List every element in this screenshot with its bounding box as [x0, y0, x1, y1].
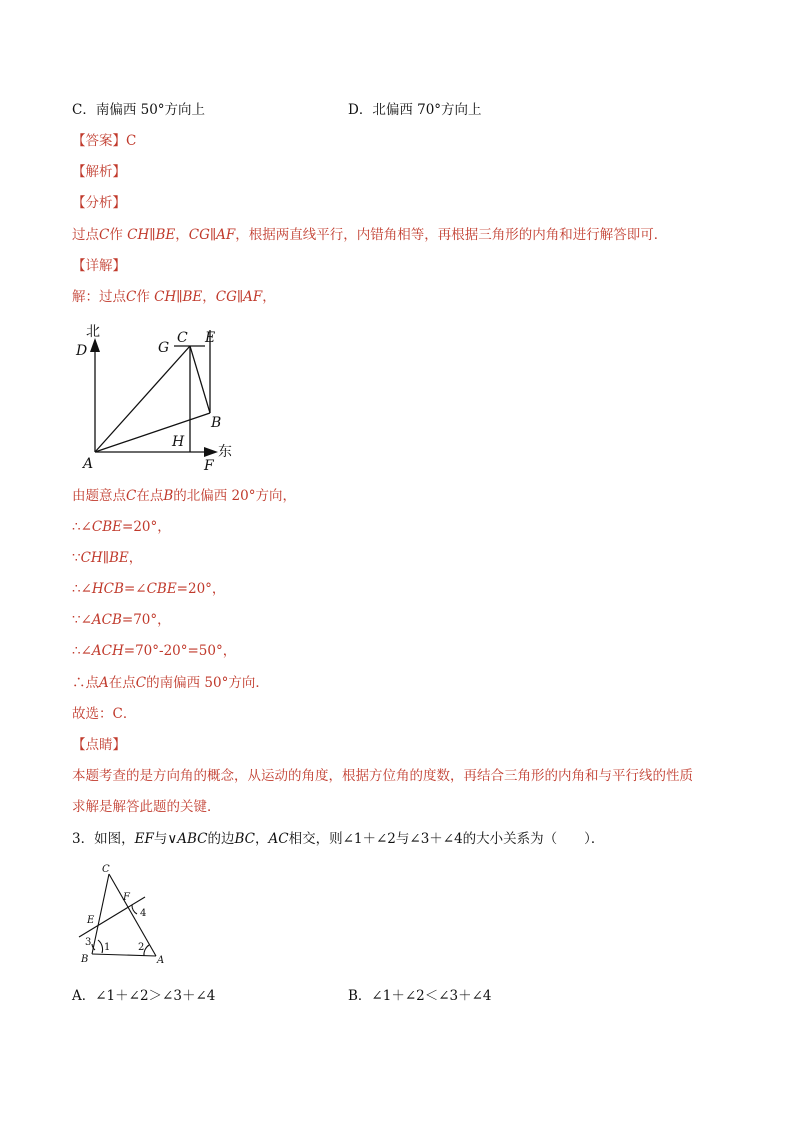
option-d: D．北偏西 70°方向上	[348, 102, 482, 118]
point-label: C	[135, 675, 147, 691]
label-c: C	[177, 330, 188, 346]
triangle-label: ∨ABC	[167, 831, 208, 847]
parallel-symbol: ∥	[209, 227, 217, 243]
segment-label: AF	[216, 227, 236, 243]
text-span: 在点	[136, 488, 164, 504]
text-span: 相交，则∠1＋∠2与∠3＋∠4的大小关系为（ ）．	[288, 831, 605, 847]
parallel-symbol: ∥	[102, 550, 109, 566]
text-span: ∴∠	[72, 519, 92, 535]
angle-label: CBE	[146, 581, 177, 597]
segment-label: BE	[155, 227, 176, 243]
text-span: 与	[153, 831, 168, 847]
angle-arc-2	[144, 945, 149, 956]
text-span: =∠	[123, 581, 147, 597]
segment-label: CG	[215, 289, 237, 305]
segment-label: BE	[182, 289, 203, 305]
side-ba	[92, 954, 156, 956]
text-span: ，	[175, 227, 189, 243]
angle-arc-1	[98, 940, 103, 953]
text-span: 在点	[108, 675, 136, 691]
label-e: E	[205, 330, 216, 346]
comment-line-2: 求解是解答此题的关键．	[72, 799, 221, 815]
text-span: ∴∠	[72, 643, 92, 659]
parallel-symbol: ∥	[149, 227, 156, 243]
label-f2: F	[123, 892, 130, 903]
point-label: A	[99, 675, 109, 691]
detail-tag: 【详解】	[72, 258, 126, 274]
parallel-symbol: ∥	[236, 289, 244, 305]
text-span: 解：过点	[72, 289, 126, 305]
choice-line: 故选：C．	[72, 706, 137, 722]
text-span: 由题意点	[72, 488, 126, 504]
text-span: ∵	[72, 550, 81, 566]
point-label: B	[163, 488, 174, 504]
label-3: 3	[85, 937, 92, 948]
answer-tag: 【答案】	[72, 133, 126, 149]
analysis-tag: 【解析】	[72, 164, 126, 180]
text-span: =70°，	[121, 612, 171, 628]
segment-label: CH	[154, 289, 177, 305]
angle-label: HCB	[91, 581, 124, 597]
text-span: ∴∠	[72, 581, 92, 597]
segment-label: CG	[188, 227, 210, 243]
text-span: =20°，	[122, 519, 171, 535]
segment-label: AC	[268, 831, 289, 847]
angle-label: CBE	[91, 519, 123, 535]
option-b: B．∠1＋∠2＜∠3＋∠4	[348, 988, 492, 1004]
angle-label: ACH	[91, 643, 124, 659]
text-span: ，	[128, 550, 143, 566]
comment-line-1: 本题考查的是方向角的概念，从运动的角度，根据方位角的度数，再结合三角形的内角和与平行线的性质	[72, 768, 693, 784]
text-span: 的南偏西 50°方向．	[146, 675, 269, 691]
text-span: 过点	[72, 227, 99, 243]
text-span: ，根据两直线平行，内错角相等，再根据三角形的内角和进行解答即可．	[235, 227, 668, 243]
text-span: ，	[254, 831, 269, 847]
segment-label: AF	[243, 289, 263, 305]
text-span: =20°，	[176, 581, 226, 597]
text-span: 作	[136, 289, 150, 305]
text-span: 3．如图，	[72, 831, 135, 847]
label-east: 东	[218, 444, 232, 460]
label-1: 1	[104, 942, 111, 953]
text-span: ，	[262, 289, 276, 305]
segment-label: CH	[80, 550, 103, 566]
angle-arc-4	[132, 905, 137, 914]
fenxi-tag: 【分析】	[72, 195, 126, 211]
label-2: 2	[138, 942, 145, 953]
segment-label: CH	[127, 227, 150, 243]
label-north: 北	[86, 324, 100, 340]
point-label: C	[126, 488, 137, 504]
segment-label: EF	[134, 831, 154, 847]
text-span: ，	[202, 289, 216, 305]
option-a: A．∠1＋∠2＞∠3＋∠4	[72, 988, 216, 1004]
segment-label: BC	[234, 831, 255, 847]
text-span: 的北偏西 20°方向，	[173, 488, 296, 504]
label-d: D	[76, 343, 88, 359]
label-f: F	[204, 458, 214, 474]
point-label: C	[126, 289, 137, 305]
label-a2: A	[157, 955, 165, 966]
parallel-symbol: ∥	[176, 289, 183, 305]
label-h: H	[172, 434, 185, 450]
comment-tag: 【点睛】	[72, 737, 126, 753]
label-e2: E	[87, 915, 95, 926]
text-span: ∴点	[72, 675, 99, 691]
text-span: 作	[109, 227, 123, 243]
text-span: =70°-20°=50°，	[123, 643, 237, 659]
answer-value: C	[126, 133, 137, 149]
option-c: C．南偏西 50°方向上	[72, 102, 206, 118]
point-label: C	[99, 227, 110, 243]
segment-label: BE	[108, 550, 129, 566]
text-span: 的边	[207, 831, 235, 847]
label-b2: B	[81, 954, 89, 965]
label-b: B	[211, 415, 222, 431]
label-g: G	[158, 340, 170, 356]
text-span: ∵∠	[72, 612, 92, 628]
label-4: 4	[140, 908, 147, 919]
label-a: A	[83, 456, 94, 472]
angle-label: ACB	[91, 612, 122, 628]
label-c2: C	[102, 864, 110, 875]
